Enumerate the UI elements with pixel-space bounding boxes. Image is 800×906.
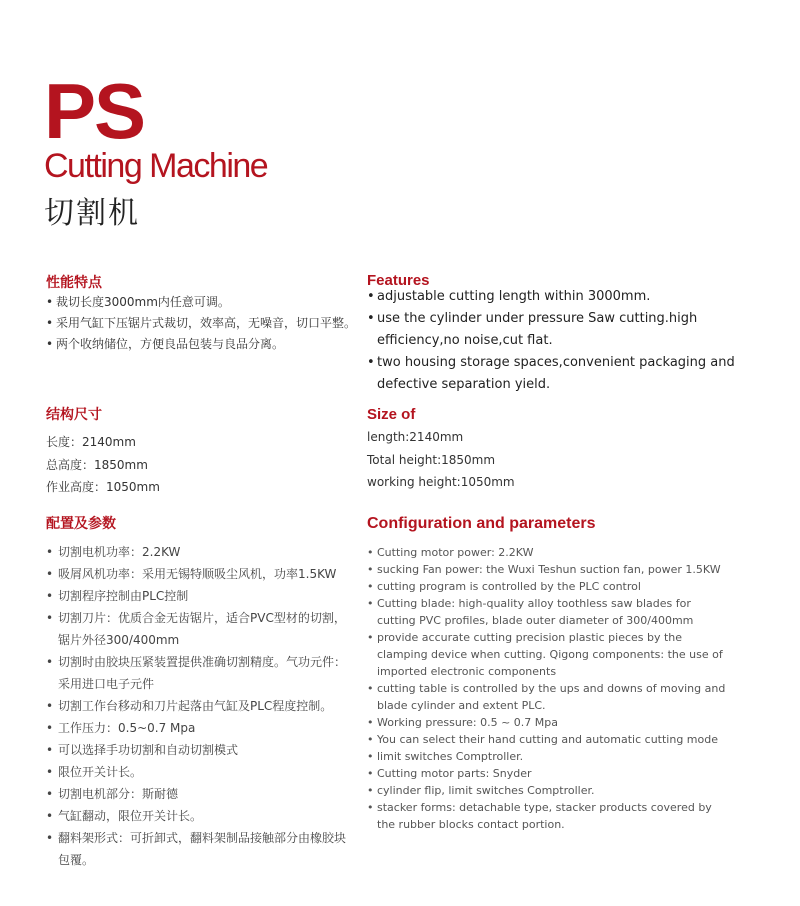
list-item: • provide accurate cutting precision plastic pieces by the clamping device when cutting. Qigong components: the use of imported electronic components [367, 631, 723, 678]
size-en-lines [367, 426, 515, 494]
features-en-list [367, 286, 767, 396]
config-en-list [367, 544, 727, 833]
model-title: PS [44, 67, 145, 155]
list-item: • 切割时由胶块压紧装置提供准确切割精度。气功元件：采用进口电子元件 [46, 655, 347, 691]
size-cn-length: 长度：2140mm [46, 435, 136, 449]
list-item: • Cutting motor power: 2.2KW [367, 546, 534, 559]
list-item: • 可以选择手功切割和自动切割模式 [46, 743, 239, 757]
size-en-heading: Size of [367, 406, 416, 423]
features-en-heading: Features [367, 272, 430, 289]
list-item: • 切割电机部分：斯耐德 [46, 787, 179, 801]
list-item: • cutting table is controlled by the ups and downs of moving and blade cylinder and extent PLC. [367, 682, 726, 712]
config-cn-list [46, 541, 354, 871]
size-en-length: length:2140mm [367, 430, 464, 444]
list-item: • Cutting blade: high-quality alloy toothless saw blades for cutting PVC profiles, blade outer diameter of 300/400mm [367, 597, 694, 627]
list-item: • 气缸翻动，限位开关计长。 [46, 809, 203, 823]
list-item: • Cutting motor parts: Snyder [367, 767, 532, 780]
list-item: • adjustable cutting length within 3000mm. [367, 289, 651, 304]
list-item: • cylinder flip, limit switches Comptroller. [367, 784, 595, 797]
list-item: • limit switches Comptroller. [367, 750, 524, 763]
product-name-en: Cutting Machine [44, 147, 268, 185]
list-item: • use the cylinder under pressure Saw cutting.high efficiency,no noise,cut flat. [367, 311, 698, 348]
list-item: • two housing storage spaces,convenient packaging and defective separation yield. [367, 355, 735, 392]
list-item: • 切割程序控制由PLC控制 [46, 589, 189, 603]
list-item: • 翻料架形式：可折卸式，翻料架制品接触部分由橡胶块包覆。 [46, 831, 347, 867]
product-name-cn: 切割机 [44, 196, 140, 231]
size-cn-heading: 结构尺寸 [46, 407, 102, 423]
size-cn-lines [46, 431, 160, 499]
list-item: • 切割刀片：优质合金无齿锯片，适合PVC型材的切割，锯片外径300/400mm [46, 611, 346, 647]
size-en-total-height: Total height:1850mm [367, 452, 496, 467]
config-cn-heading: 配置及参数 [46, 516, 116, 532]
list-item: • 切割工作台移动和刀片起落由气缸及PLC程度控制。 [46, 699, 333, 713]
features-cn-list [46, 292, 366, 355]
list-item: • 裁切长度3000mm内任意可调。 [46, 295, 230, 309]
size-cn-total-height: 总高度：1850mm [46, 457, 148, 472]
list-item: • sucking Fan power: the Wuxi Teshun suction fan, power 1.5KW [367, 563, 721, 576]
list-item: • stacker forms: detachable type, stacker products covered by the rubber blocks contact portion. [367, 801, 712, 831]
list-item: • 工作压力：0.5~0.7 Mpa [46, 721, 196, 735]
list-item: • cutting program is controlled by the PLC control [367, 580, 641, 593]
config-en-heading: Configuration and parameters [367, 515, 596, 532]
list-item: • You can select their hand cutting and automatic cutting mode [367, 733, 718, 746]
list-item: • 限位开关计长。 [46, 765, 143, 779]
list-item: • 切割电机功率：2.2KW [46, 545, 181, 559]
size-cn-working-height: 作业高度：1050mm [46, 480, 160, 494]
features-cn-heading: 性能特点 [46, 275, 102, 291]
list-item: • 两个收纳储位，方便良品包装与良品分离。 [46, 337, 285, 351]
list-item: • 吸屑风机功率：采用无锡特顺吸尘风机，功率1.5KW [46, 567, 337, 581]
size-en-working-height: working height:1050mm [367, 475, 515, 489]
list-item: • 采用气缸下压锯片式裁切，效率高，无噪音，切口平整。 [46, 316, 357, 330]
list-item: • Working pressure: 0.5 ~ 0.7 Mpa [367, 716, 558, 729]
